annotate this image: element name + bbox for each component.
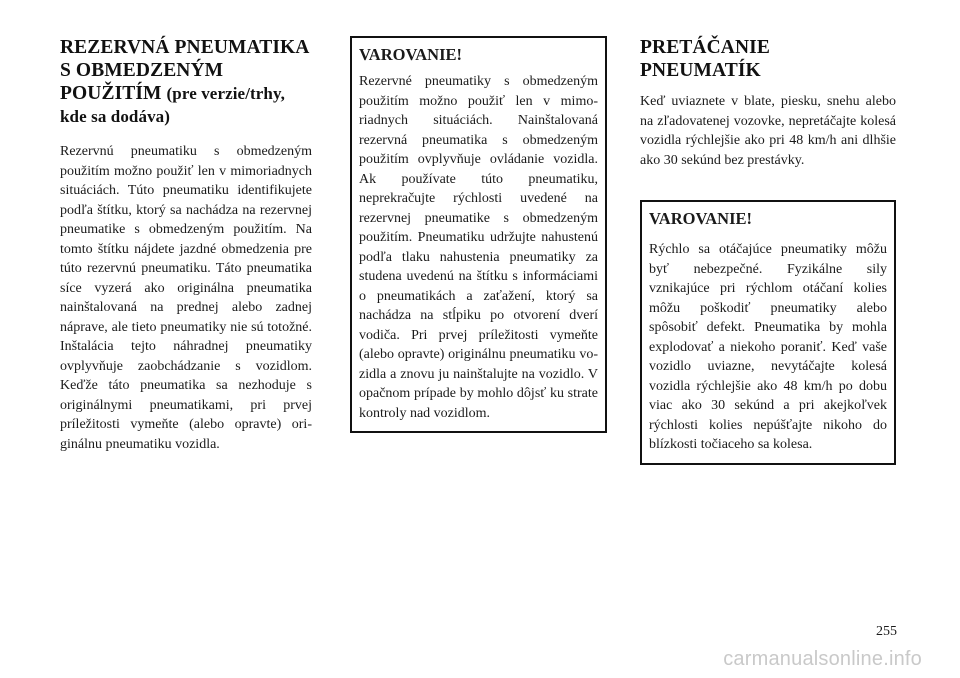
warning-box-spare-tire xyxy=(350,36,607,433)
warning-text: Rýchlo sa otáčajúce pneumatiky môžu byť nebezpečné. Fyzikálne sily vznikajúce pri rýchlom otáčaní kolies môžu poškodiť pneumatiky alebo spôsobiť defekt. Pneumatika by mohla explodovať a niekoho poraniť. Keď vaše vozidlo uviazne, nevytáčajte kolesá vozidla rýchlejšie ako 48 km/h po dobu viac ako 30 sekúnd a pri akejkoľvek rýchlosti kolies nepúšťajte nikoho do blízkosti točiaceho sa kolesa. xyxy=(649,242,887,452)
page-number: 255 xyxy=(876,624,897,639)
section-title-spare-tire xyxy=(60,36,312,128)
title-line-2: PNEUMATÍK xyxy=(640,60,761,81)
column-middle xyxy=(350,36,607,433)
title-subtitle: (pre verzie/trhy, kde sa dodáva) xyxy=(60,84,285,126)
column-right xyxy=(640,36,896,465)
title-line-2: S OBMEDZENÝM xyxy=(60,60,224,81)
warning-box-tire-spinning xyxy=(640,200,896,465)
warning-title: VAROVANIE! xyxy=(359,45,462,64)
title-line-1: PRETÁČANIE xyxy=(640,37,770,58)
column-left xyxy=(60,36,312,454)
tire-spinning-paragraph: Keď uviaznete v blate, piesku, snehu alebo na zľadovatenej vozovke, nepretáčajte kolesá vozidla rýchlejšie ako pri 48 km/h ani dlhšie ako 30 sekúnd bez prestávky. xyxy=(640,94,896,168)
section-title-tire-spinning xyxy=(640,36,896,82)
title-line-3: POUŽITÍM (pre verzie/trhy, kde sa dodáva) xyxy=(60,83,285,126)
spare-tire-paragraph: Rezervnú pneumatiku s obmedzeným použitím možno použiť len v mimoriadnych situáciách. Túto pneumatiku identifikujete podľa štítku, ktorý sa nachádza na rezervnej pneumatike s obmedzeným použitím. Na tomto štítku nájdete jazdné obmedzenia pre túto rezervnú pneumatiku. Táto pneumatika síce vyzerá ako originálna pneumatika nainštalovaná na prednej alebo zadnej náprave, ale tieto pneumatiky nie sú totožné. Inštalácia tejto náhradnej pneumatiky ovplyvňuje zaobchádzanie s vozidlom. Keďže táto pneumatika sa nezhoduje s originálnymi pneumatikami, pri prvej príležitosti vymeňte (alebo opravte) originálnu pneumatiku vozidla. xyxy=(60,144,312,452)
watermark: carmanualsonline.info xyxy=(723,648,922,670)
title-line-1: REZERVNÁ PNEUMATIKA xyxy=(60,37,310,58)
warning-title: VAROVANIE! xyxy=(649,209,752,228)
warning-text: Rezervné pneumatiky s obmedzeným použitím možno použiť len v mimoriadnych situáciách. Nainštalovaná rezervná pneumatika s obmedzeným použitím ovplyvňuje ovládanie vozidla. Ak používate túto pneumatiku, neprekračujte rýchlosti uvedené na rezervnej pneumatike s obmedzeným použitím. Pneumatiku udržujte nahustenú podľa tlaku nahustenia pneumatiky za studena uvedenú na štítku s informáciami o pneumatikách a zaťažení, ktorý sa nachádza na stĺpiku po otvorení dverí vodiča. Pri prvej príležitosti vymeňte (alebo opravte) originálnu pneumatiku vozidla a znovu ju nainštalujte na vozidlo. V opačnom prípade by mohlo dôjsť ku strate kontroly nad vozidlom. xyxy=(359,74,598,421)
